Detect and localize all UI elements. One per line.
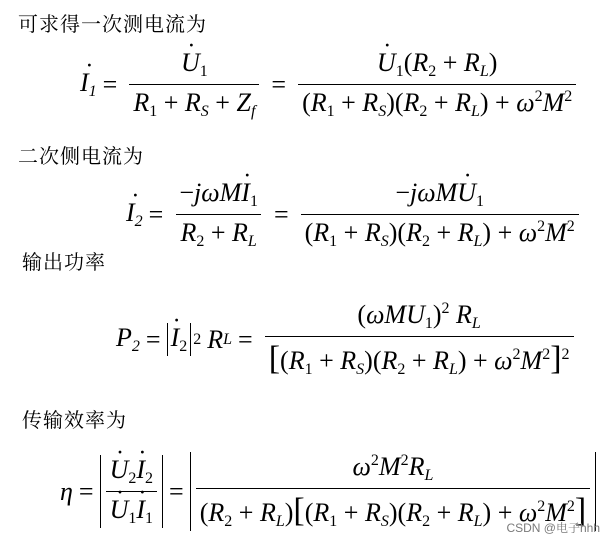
symbol-I1: $I_1$ · [80, 68, 97, 101]
fraction-expanded-current: $\frac{U \cdot_1(R_2 + R_L)}{(R_1 + R_S)(R_2 + R_L) + \omega^2M^2}$ [298, 48, 576, 121]
equation-secondary-current: $I_2$ · = $\frac{-j\omega MI \cdot_1}{R_2 + R_L}$ = $\frac{-j\omega MU \cdot_1}{(R_1 + R_S)(R_2 + R_L) + \omega^2M^2}$ [126, 178, 585, 251]
fraction-jwMI1-over-R2RL: $\frac{-j\omega MI \cdot_1}{R_2 + R_L}$ [175, 178, 262, 251]
heading-transfer-efficiency: 传输效率为 [22, 408, 127, 432]
symbol-I2: $I_2$ · [126, 198, 143, 231]
heading-primary-current: 可求得一次测电流为 [18, 12, 207, 36]
watermark: CSDN @电子hhh [506, 521, 600, 535]
equation-efficiency: η = $\frac{U \cdot_2I \cdot_2}{U \cdot_1I \cdot_1}$ = $\frac{\omega^2M^2R_L}{(R_2 + R_L)[(R_1 + R_S)(R_2 + R_L) + \omega^2M^2]}$ [60, 452, 596, 531]
heading-secondary-current: 二次侧电流为 [18, 144, 144, 168]
symbol-eta: η [60, 476, 73, 506]
fraction-U1-over-impedance: $\frac{U \cdot_1}{R_1 + R_S + Z_f}$ [129, 48, 259, 121]
heading-output-power: 输出功率 [22, 250, 106, 274]
fraction-power: $\frac{(\omega MU_1)^2 R_L}{[(R_1 + R_S)(R_2 + R_L) + \omega^2M^2]^2}$ [265, 300, 574, 379]
equation-output-power: $P_2$ = $I \cdot_2$ 2 R L = $\frac{(\omega MU_1)^2 R_L}{[(R_1 + R_S)(R_2 + R_L) + \omega^2M^2]^2}$ [116, 300, 580, 379]
fraction-jwMU1-over-denominator: $\frac{-j\omega MU \cdot_1}{(R_1 + R_S)(R_2 + R_L) + \omega^2M^2}$ [301, 178, 579, 251]
symbol-P2: $P_2$ [116, 323, 140, 355]
equation-primary-current: $I_1$ · = $\frac{U \cdot_1}{R_1 + R_S + Z_f}$ = $\frac{U \cdot_1(R_2 + R_L)}{(R_1 + R_S)(R_2 + R_L) + \omega^2M^2}$ [80, 48, 582, 121]
